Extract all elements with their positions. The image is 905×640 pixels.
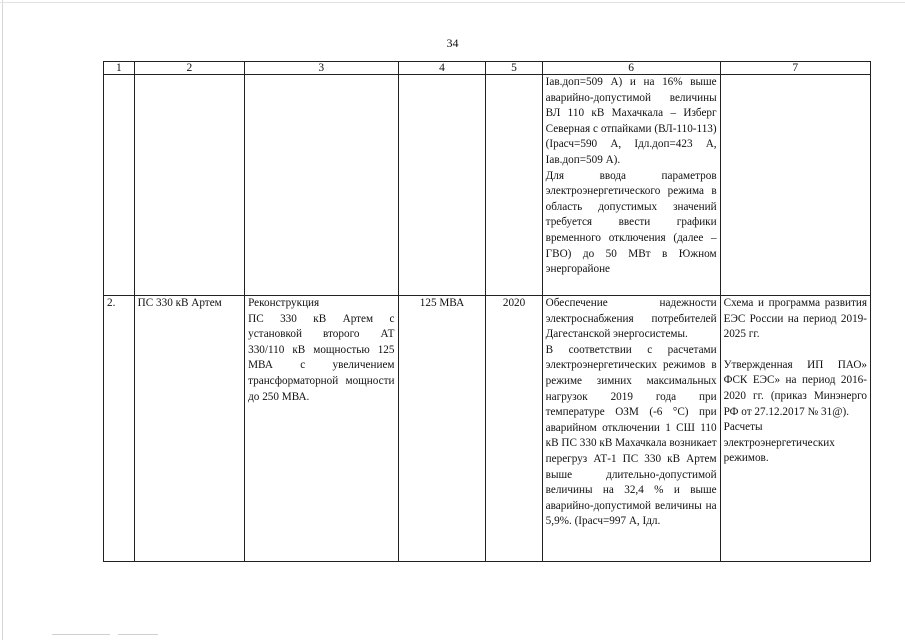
table-row-continued: [104, 75, 871, 296]
column-number: 6: [542, 62, 720, 75]
cell-empty: [486, 75, 542, 296]
cell-empty: [398, 75, 486, 296]
column-number-row: [104, 62, 871, 75]
column-number: 4: [398, 62, 486, 75]
scan-edge-top: [0, 2, 905, 3]
justification-paragraph: Для ввода параметров электроэнергетического режима в область допустимых значений требуется ввести графики временного отключения (далее – ГВО) до 50 МВт в Южном энергорайоне: [545, 169, 717, 276]
basis-paragraph: Расчеты электроэнергетических режимов.: [723, 421, 835, 465]
table-row: [104, 296, 871, 562]
scan-artifact-line: [118, 634, 158, 635]
projects-table: [103, 61, 871, 562]
measure-title: Реконструкция: [248, 297, 320, 309]
cell-empty: [104, 75, 135, 296]
cell-empty: [134, 75, 244, 296]
object-name: ПС 330 кВ Артем: [134, 296, 244, 562]
page-number: 34: [446, 36, 459, 50]
column-number: 5: [486, 62, 542, 75]
cell-empty: [720, 75, 870, 296]
row-number: 2.: [104, 296, 135, 562]
column-number: 7: [720, 62, 870, 75]
basis-cell: [720, 296, 870, 562]
justification-paragraph: Iав.доп=509 А) и на 16% выше аварийно-допустимой величины ВЛ 110 кВ Махачкала – Изберг Северная с отпайками (ВЛ-110-113) (Iрасч=590 А, Iдл.доп=423 А, Iав.доп=509 А).: [545, 76, 717, 166]
justification-paragraph: В соответствии с расчетами электроэнергетических режимов в режиме зимних максимальных нагрузок 2019 года при температуре ОЗМ (-6 °С) при аварийном отключении 1 СШ 110 кВ ПС 330 кВ Махачкала возникает перегруз АТ-1 ПС 330 кВ Артем выше длительно-допустимой величины на 32,4 % и выше аварийно-допустимой величины на 5,9%. (Iрасч=997 А, Iдл.: [545, 343, 717, 528]
column-number: 3: [245, 62, 398, 75]
scan-artifact-line: [52, 634, 110, 635]
scan-edge-left: [2, 0, 3, 640]
cell-empty: [245, 75, 398, 296]
measure-cell: [245, 296, 398, 562]
capacity: 125 МВА: [398, 296, 486, 562]
basis-paragraph: Схема и программа развития ЕЭС России на период 2019-2025 гг.: [723, 297, 867, 341]
paragraph-gap: [724, 343, 867, 358]
column-number: 2: [134, 62, 244, 75]
justification-cell: [542, 75, 720, 296]
basis-paragraph: Утвержденная ИП ПАО» ФСК ЕЭС» на период 2016-2020 гг. (приказ Минэнерго РФ от 27.12.2017 № 31@).: [723, 358, 867, 418]
column-number: 1: [104, 62, 135, 75]
measure-text: ПС 330 кВ Артем с установкой второго АТ 330/110 кВ мощностью 125 МВА с увеличением трансформаторной мощности до 250 МВА.: [248, 312, 395, 403]
justification-cell: [542, 296, 720, 562]
year: 2020: [486, 296, 542, 562]
justification-paragraph: Обеспечение надежности электроснабжения потребителей Дагестанской энергосистемы.: [545, 297, 717, 341]
